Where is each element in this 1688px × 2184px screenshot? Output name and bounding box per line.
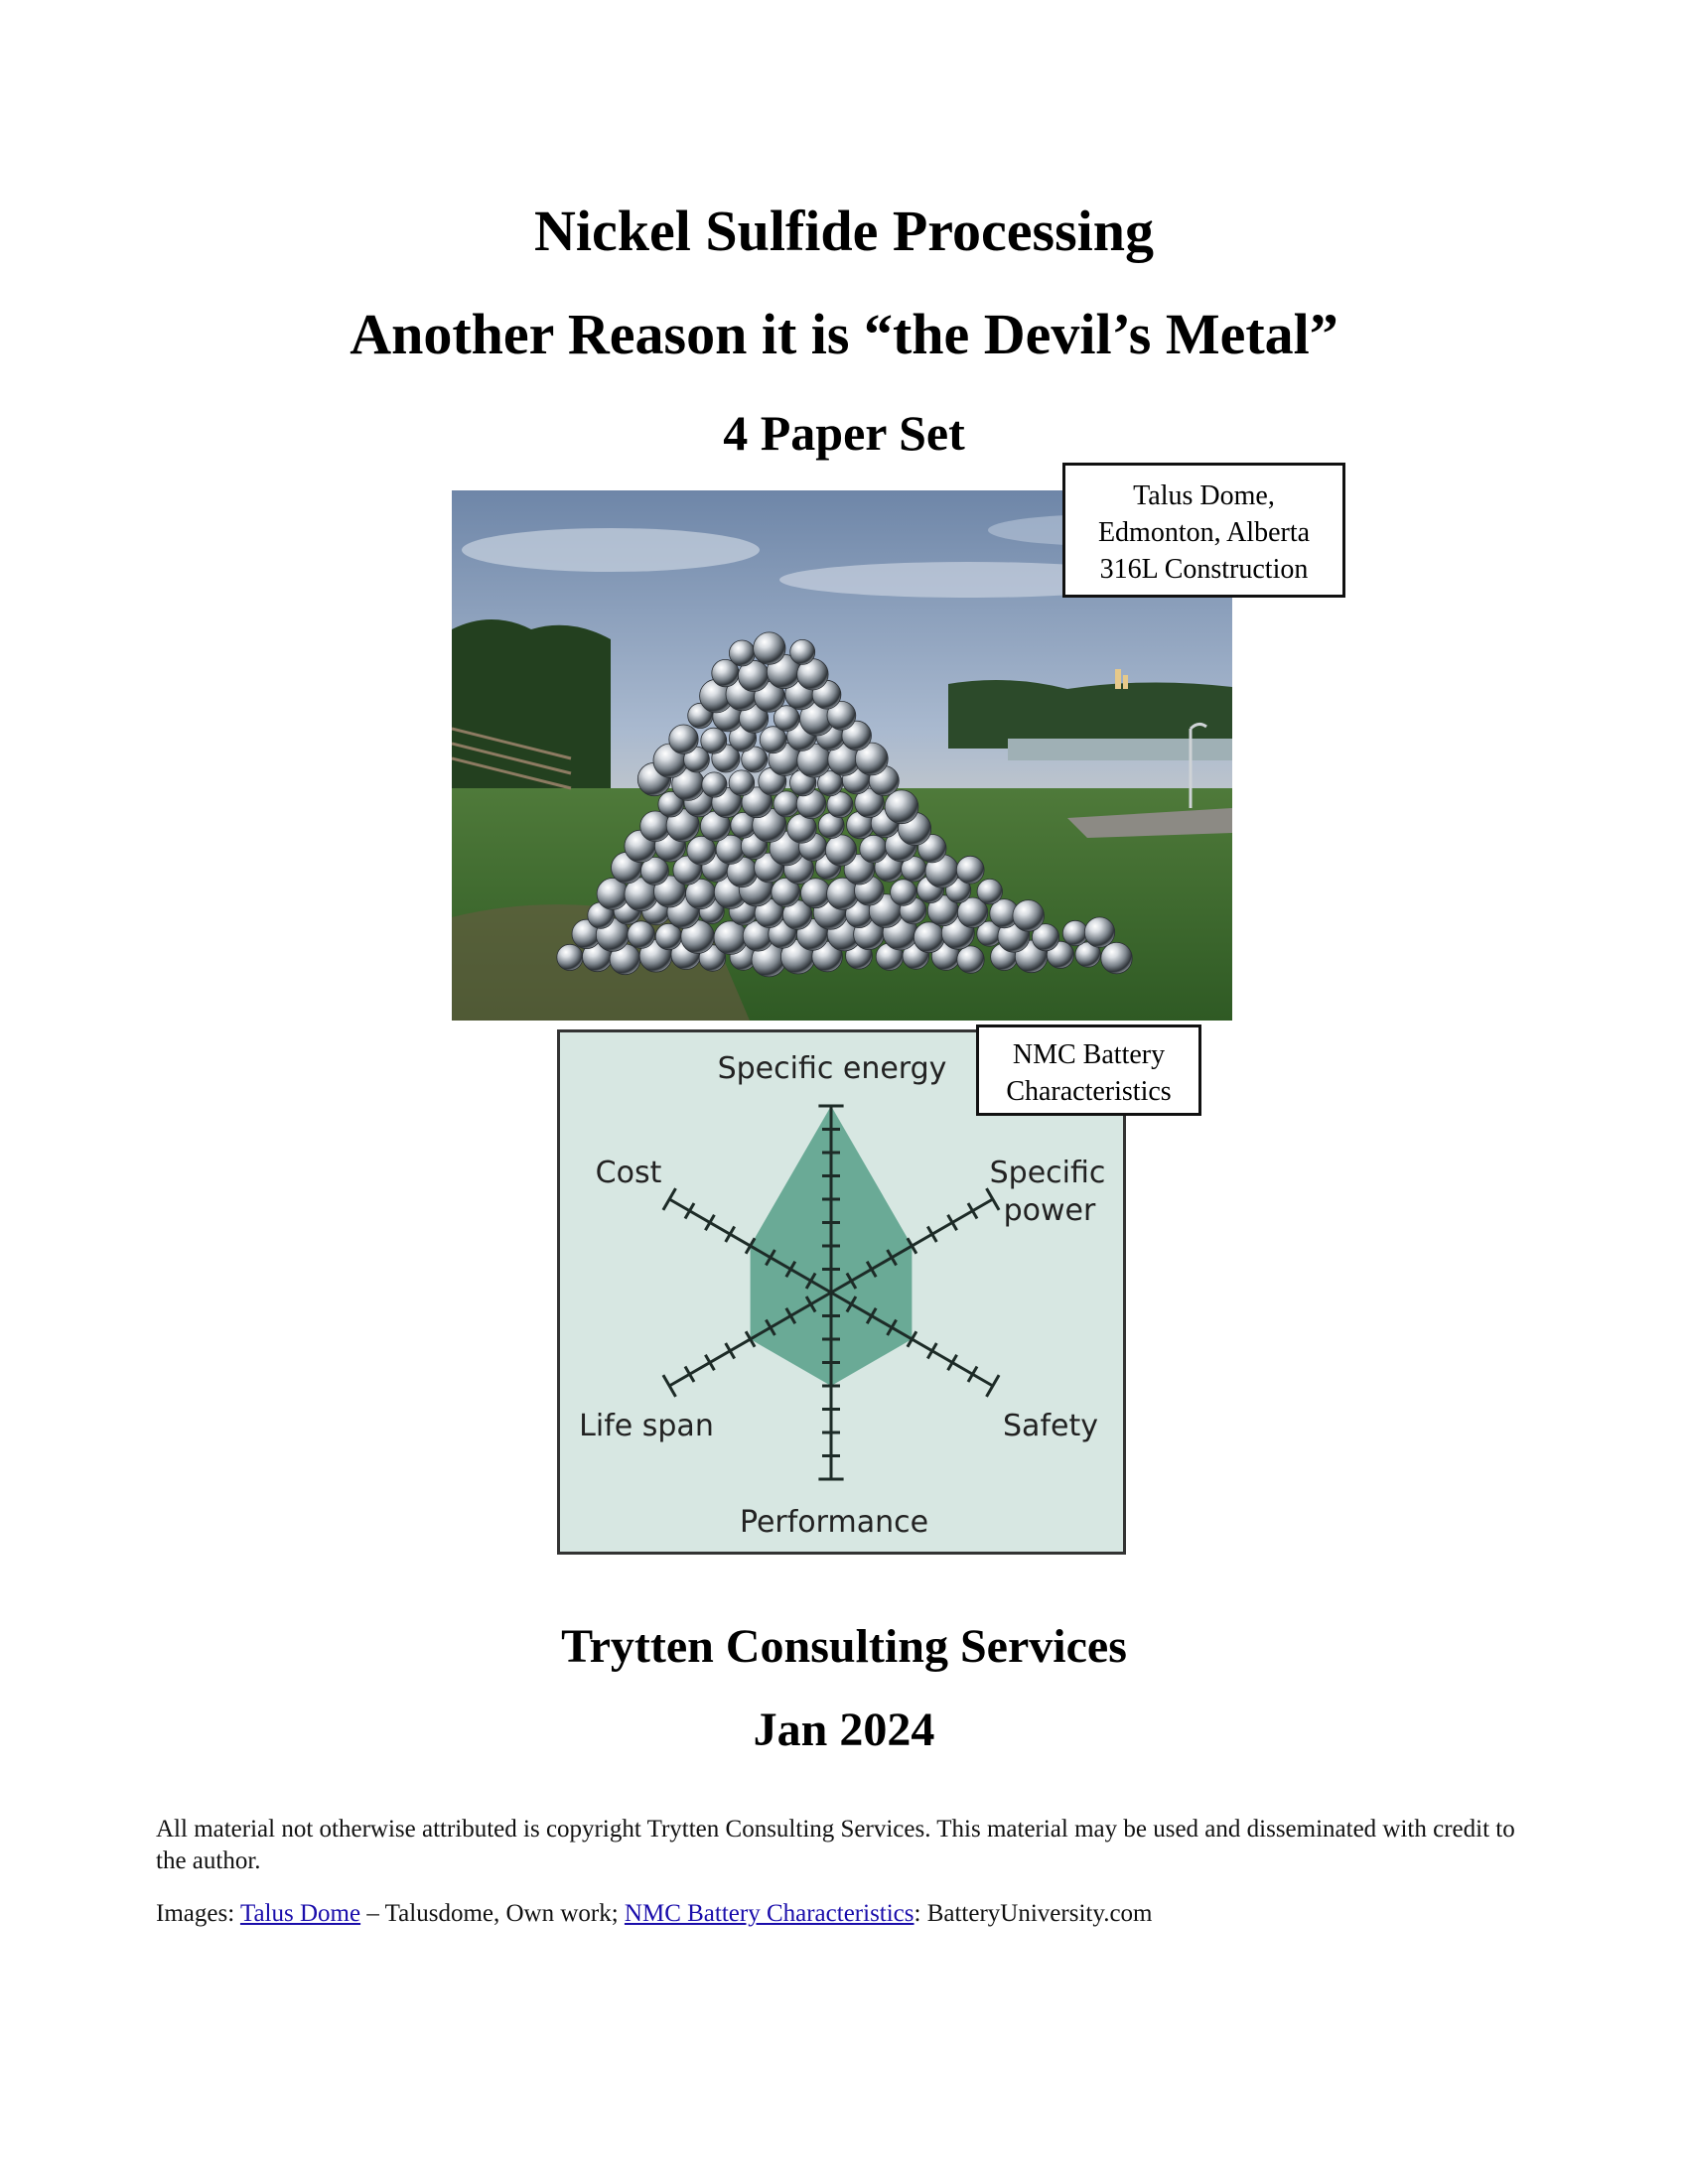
photo-caption-line-1: Talus Dome, — [1133, 480, 1275, 511]
steel-sphere — [860, 835, 888, 863]
talus-dome-link[interactable]: Talus Dome — [239, 1900, 361, 1927]
chart-caption-line-2: Characteristics — [1006, 1076, 1172, 1107]
steel-sphere — [754, 632, 785, 664]
axis-label-life-span: Life span — [579, 1409, 714, 1443]
nmc-battery-link[interactable]: NMC Battery Characteristics — [624, 1900, 914, 1927]
steel-sphere — [790, 639, 815, 664]
photo-caption — [1062, 463, 1345, 598]
steel-sphere — [956, 856, 984, 884]
image-credits-prefix: Images: — [156, 1900, 240, 1927]
organization-name: Trytten Consulting Services — [561, 1620, 1127, 1673]
steel-sphere — [557, 944, 583, 970]
photo-caption-line-2: Edmonton, Alberta — [1097, 517, 1311, 548]
steel-sphere — [701, 728, 727, 753]
title-line-1: Nickel Sulfide Processing — [533, 199, 1155, 263]
axis-label-specific-power-line1: Specific — [989, 1156, 1106, 1190]
chart-caption-line-1: NMC Battery — [1012, 1039, 1166, 1070]
steel-sphere — [885, 790, 918, 824]
steel-sphere — [957, 946, 984, 973]
chart-caption — [976, 1024, 1201, 1116]
steel-sphere — [1062, 920, 1087, 945]
steel-sphere — [729, 640, 755, 666]
axis-label-safety: Safety — [1003, 1409, 1098, 1443]
steel-sphere — [914, 922, 944, 953]
steel-sphere — [729, 770, 755, 796]
publication-date: Jan 2024 — [753, 1704, 935, 1756]
steel-sphere — [891, 880, 917, 906]
nmc-battery-credit: : BatteryUniversity.com — [914, 1900, 1153, 1927]
steel-sphere — [628, 921, 655, 949]
axis-label-specific-energy: Specific energy — [717, 1051, 947, 1086]
steel-sphere — [1101, 942, 1132, 973]
steel-sphere — [977, 879, 1002, 903]
steel-sphere — [825, 835, 856, 866]
steel-sphere — [669, 725, 698, 753]
subtitle: 4 Paper Set — [723, 405, 965, 461]
steel-sphere — [1013, 900, 1045, 932]
copyright-notice: All material not otherwise attributed is copyright Trytten Consulting Services. This material may be used and disseminated with credit to the author. — [156, 1816, 1515, 1874]
axis-label-specific-power-line2: power — [1003, 1193, 1096, 1228]
steel-sphere — [714, 921, 748, 955]
steel-sphere — [774, 791, 799, 817]
axis-label-performance: Performance — [739, 1505, 929, 1540]
title-line-2: Another Reason it is “the Devil’s Metal” — [350, 302, 1338, 366]
photo-caption-line-3: 316L Construction — [1099, 554, 1309, 585]
image-credits — [156, 1898, 1546, 1930]
axis-label-cost: Cost — [595, 1156, 662, 1190]
steel-sphere — [1084, 917, 1114, 947]
steel-sphere — [702, 772, 727, 797]
talus-dome-credit: – Talusdome, Own work; — [360, 1900, 625, 1927]
